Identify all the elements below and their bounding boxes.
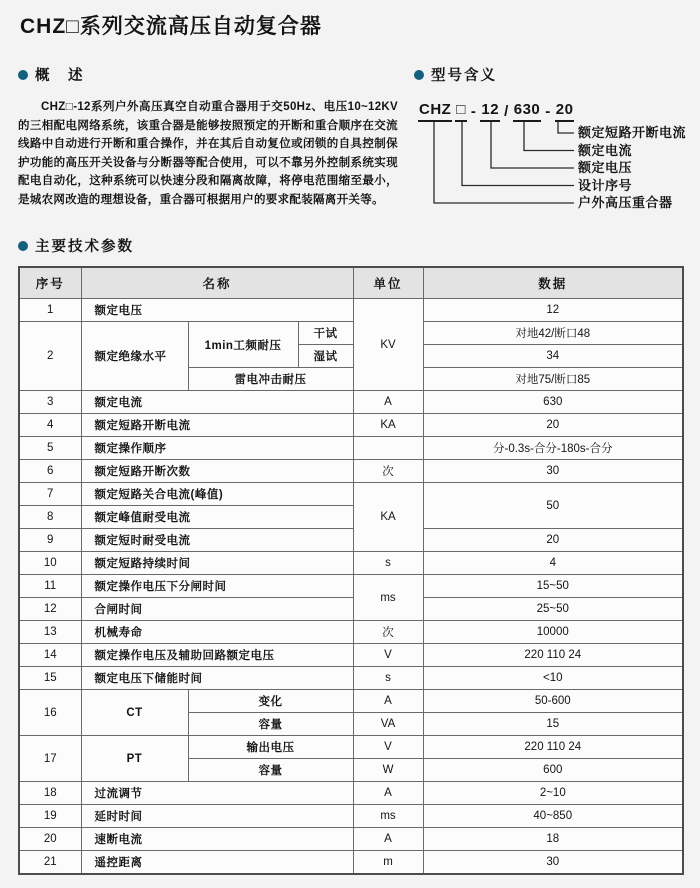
- param-value: 15: [423, 713, 683, 736]
- model-meaning-heading: [414, 64, 688, 85]
- param-unit: A: [353, 828, 423, 851]
- model-label-rated-voltage: 额定电压: [578, 160, 633, 175]
- overview-paragraph: CHZ□-12系列户外高压真空自动重合器用于交50Hz、电压10~12KV的三相配电网络系统，该重合器是能够按照预定的开断和重合顺序在交流线路中自动进行开断和重合操作，并在其后自动复位或闭锁的自具控制保护功能的高压开关设备与分断器等配合使用，可以不靠另外控制系统实现配电自动化，这种系统可以快速分段和隔离故障，将停电范围缩至最小，是城农网改造的理想设备，重合器可根据用户的要求配装隔离开关等。: [18, 101, 398, 206]
- param-no: 18: [19, 782, 81, 805]
- param-unit: VA: [353, 713, 423, 736]
- param-subname: 容量: [188, 759, 353, 782]
- param-value: 34: [423, 345, 683, 368]
- model-label-rated-current: 额定电流: [578, 142, 633, 158]
- param-value: 630: [423, 391, 683, 414]
- param-value: 20: [423, 529, 683, 552]
- param-no: 10: [19, 552, 81, 575]
- param-subname: 输出电压: [188, 736, 353, 759]
- table-row: [19, 414, 683, 437]
- table-row: [19, 828, 683, 851]
- param-unit: V: [353, 736, 423, 759]
- param-name: 额定短时耐受电流: [81, 529, 353, 552]
- param-unit: m: [353, 851, 423, 875]
- table-row: [19, 621, 683, 644]
- param-no: 15: [19, 667, 81, 690]
- param-subname: 变化: [188, 690, 353, 713]
- param-name: 机械寿命: [81, 621, 353, 644]
- model-code-segment: CHZ: [418, 101, 452, 122]
- param-name: 额定短路关合电流(峰值): [81, 483, 353, 506]
- param-value: 50-600: [423, 690, 683, 713]
- param-no: 8: [19, 506, 81, 529]
- overview-heading: [18, 64, 398, 85]
- param-unit: KV: [353, 299, 423, 391]
- column-header-name: 名称: [81, 267, 353, 299]
- model-meaning-section: [398, 64, 688, 219]
- model-code-separator: /: [504, 103, 509, 120]
- table-row: [19, 552, 683, 575]
- param-no: 20: [19, 828, 81, 851]
- param-subname: 1min工频耐压: [188, 322, 298, 368]
- top-columns: [18, 64, 687, 219]
- table-row: [19, 575, 683, 598]
- parameters-heading-label: 主要技术参数: [35, 239, 134, 255]
- param-no: 9: [19, 529, 81, 552]
- param-name: 额定电压: [81, 299, 353, 322]
- param-no: 19: [19, 805, 81, 828]
- table-row: [19, 690, 683, 713]
- param-no: 2: [19, 322, 81, 391]
- param-subname: 干试: [298, 322, 353, 345]
- page-title: CHZ□系列交流高压自动复合器: [20, 15, 322, 38]
- param-name: CT: [81, 690, 188, 736]
- table-row: [19, 322, 683, 345]
- param-name: PT: [81, 736, 188, 782]
- param-no: 13: [19, 621, 81, 644]
- param-no: 6: [19, 460, 81, 483]
- model-label-design-serial: 设计序号: [578, 177, 633, 193]
- param-no: 12: [19, 598, 81, 621]
- param-subname: 雷电冲击耐压: [188, 368, 353, 391]
- param-unit: ms: [353, 575, 423, 621]
- param-unit: A: [353, 782, 423, 805]
- bullet-icon: [18, 70, 28, 80]
- param-no: 1: [19, 299, 81, 322]
- param-unit: KA: [353, 483, 423, 552]
- param-name: 合闸时间: [81, 598, 353, 621]
- param-value: 分-0.3s-合分-180s-合分: [423, 437, 683, 460]
- model-code-segment: 630: [513, 101, 542, 122]
- table-row: [19, 299, 683, 322]
- overview-section: [18, 64, 398, 209]
- table-row: [19, 667, 683, 690]
- param-value: 600: [423, 759, 683, 782]
- parameters-table: [18, 266, 684, 875]
- param-unit: s: [353, 552, 423, 575]
- param-unit: 次: [353, 621, 423, 644]
- param-name: 额定短路开断次数: [81, 460, 353, 483]
- param-subname: 容量: [188, 713, 353, 736]
- param-value: 10000: [423, 621, 683, 644]
- model-code-segment: 20: [555, 101, 575, 122]
- overview-heading-label: 概 述: [35, 68, 85, 84]
- param-unit: A: [353, 690, 423, 713]
- param-value: 220 110 24: [423, 644, 683, 667]
- param-no: 11: [19, 575, 81, 598]
- param-name: 延时时间: [81, 805, 353, 828]
- table-row: [19, 644, 683, 667]
- table-row: [19, 736, 683, 759]
- column-header-no: 序号: [19, 267, 81, 299]
- table-row: [19, 460, 683, 483]
- param-value: 4: [423, 552, 683, 575]
- param-value: <10: [423, 667, 683, 690]
- param-name: 速断电流: [81, 828, 353, 851]
- param-value: 30: [423, 460, 683, 483]
- param-value: 2~10: [423, 782, 683, 805]
- param-no: 4: [19, 414, 81, 437]
- model-code-diagram: [418, 101, 688, 219]
- table-row: [19, 529, 683, 552]
- param-name: 遥控距离: [81, 851, 353, 875]
- param-name: 额定绝缘水平: [81, 322, 188, 391]
- param-value: 220 110 24: [423, 736, 683, 759]
- design-series-box: □: [455, 101, 467, 122]
- table-row: [19, 782, 683, 805]
- table-header-row: [19, 267, 683, 299]
- param-no: 5: [19, 437, 81, 460]
- param-value: 25~50: [423, 598, 683, 621]
- param-no: 3: [19, 391, 81, 414]
- param-value: 对地42/断口48: [423, 322, 683, 345]
- param-unit: 次: [353, 460, 423, 483]
- param-unit: KA: [353, 414, 423, 437]
- model-meaning-heading-label: 型号含义: [431, 68, 497, 84]
- table-row: [19, 483, 683, 506]
- table-row: [19, 437, 683, 460]
- table-row: [19, 851, 683, 875]
- param-subname: 湿试: [298, 345, 353, 368]
- param-value: 对地75/断口85: [423, 368, 683, 391]
- model-label-recloser: 户外高压重合器: [578, 195, 673, 210]
- param-value: 12: [423, 299, 683, 322]
- param-unit: W: [353, 759, 423, 782]
- table-row: [19, 598, 683, 621]
- param-value: 40~850: [423, 805, 683, 828]
- param-name: 额定电压下储能时间: [81, 667, 353, 690]
- param-name: 额定操作顺序: [81, 437, 353, 460]
- bullet-icon: [414, 70, 424, 80]
- param-value: 20: [423, 414, 683, 437]
- param-value: 15~50: [423, 575, 683, 598]
- param-no: 16: [19, 690, 81, 736]
- param-unit: A: [353, 391, 423, 414]
- param-name: 额定电流: [81, 391, 353, 414]
- column-header-unit: 单位: [353, 267, 423, 299]
- param-no: 14: [19, 644, 81, 667]
- param-no: 21: [19, 851, 81, 875]
- model-code-segment: 12: [480, 101, 500, 122]
- column-header-data: 数据: [423, 267, 683, 299]
- model-code-separator: -: [545, 103, 551, 120]
- param-name: 额定操作电压及辅助回路额定电压: [81, 644, 353, 667]
- param-value: 30: [423, 851, 683, 875]
- param-name: 额定操作电压下分闸时间: [81, 575, 353, 598]
- param-value: 50: [423, 483, 683, 529]
- param-name: 额定短路开断电流: [81, 414, 353, 437]
- param-name: 过流调节: [81, 782, 353, 805]
- param-no: 7: [19, 483, 81, 506]
- param-unit: ms: [353, 805, 423, 828]
- bullet-icon: [18, 241, 28, 251]
- table-row: [19, 391, 683, 414]
- param-unit: s: [353, 667, 423, 690]
- param-name: 额定峰值耐受电流: [81, 506, 353, 529]
- table-row: [19, 805, 683, 828]
- param-no: 17: [19, 736, 81, 782]
- param-value: 18: [423, 828, 683, 851]
- model-code-separator: -: [470, 103, 477, 120]
- model-label-breaking-current: 额定短路开断电流: [578, 125, 687, 140]
- param-unit: [353, 437, 423, 460]
- param-name: 额定短路持续时间: [81, 552, 353, 575]
- param-unit: V: [353, 644, 423, 667]
- parameters-heading: [18, 235, 682, 256]
- model-code: [418, 101, 574, 122]
